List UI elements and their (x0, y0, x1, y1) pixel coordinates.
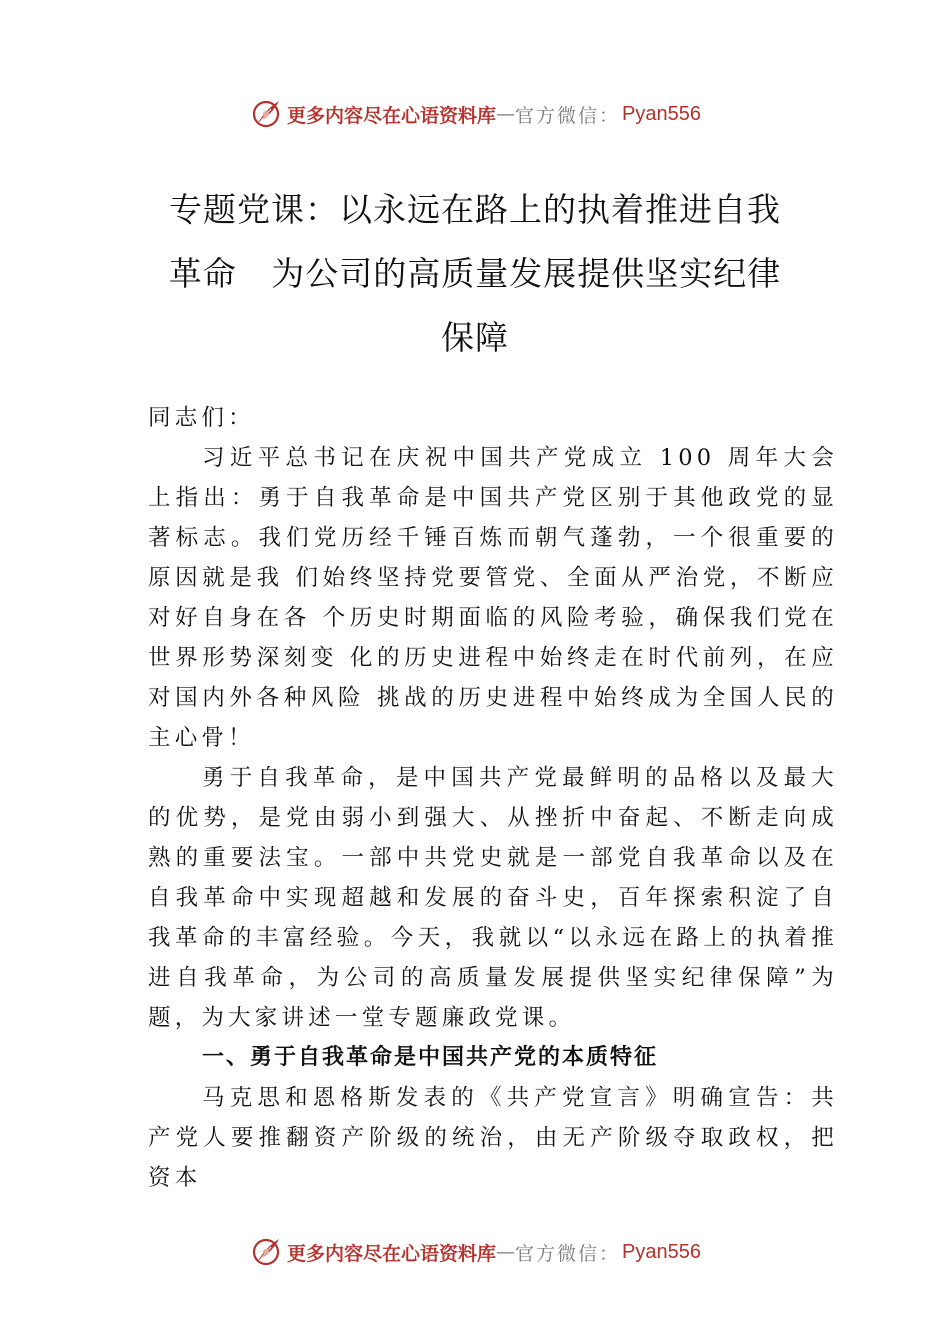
footer-watermark (0, 1232, 950, 1272)
watermark-label: 官方微信： (515, 1242, 621, 1265)
title-line-1: 专题党课：以永远在路上的执着推进自我 (169, 190, 781, 229)
watermark-separator: — (496, 1241, 516, 1263)
quill-logo-icon (249, 97, 283, 131)
paragraph-3: 马克思和恩格斯发表的《共产党宣言》明确宣告：共产党人要推翻资产阶级的统治，由无产阶级夺取政权，把资本 (148, 1085, 838, 1191)
title-line-2: 革命 为公司的高质量发展提供坚实纪律 (168, 254, 782, 293)
watermark-brand: 更多内容尽在心语资料库 (287, 104, 497, 127)
watermark-wechat-id: Pyan556 (622, 1240, 701, 1263)
paragraph-1: 习近平总书记在庆祝中国共产党成立 100 周年大会上指出：勇于自我革命是中国共产党区别于其他政党的显著标志。我们党历经千锤百炼而朝气蓬勃，一个很重要的原因就是我 们始终坚持党要管党、全面从严治党，不断应对好自身在各 个历史时期面临的风险考验，确保我们党在世界形势深刻变 化的历史进程中始终走在时代前列，在应对国内外各种风险 挑战的历史进程中始终成为全国人民的主心骨！ (148, 445, 838, 751)
salutation: 同志们： (148, 405, 255, 431)
header-watermark (0, 94, 950, 134)
title-line-3: 保障 (441, 318, 509, 357)
document-title (150, 178, 800, 370)
quill-logo-icon (249, 1235, 283, 1269)
document-body (148, 398, 838, 1198)
watermark-label: 官方微信： (515, 104, 621, 127)
watermark-separator: — (496, 103, 516, 125)
section-heading-1: 一、勇于自我革命是中国共产党的本质特征 (202, 1045, 659, 1070)
watermark-wechat-id: Pyan556 (622, 102, 701, 125)
paragraph-2: 勇于自我革命，是中国共产党最鲜明的品格以及最大的优势，是党由弱小到强大、从挫折中奋起、不断走向成熟的重要法宝。一部中共党史就是一部党自我革命以及在自我革命中实现超越和发展的奋斗史，百年探索积淀了自我革命的丰富经验。今天，我就以“以永远在路上的执着推进自我革命，为公司的高质量发展提供坚实纪律保障”为题，为大家讲述一堂专题廉政党课。 (148, 765, 838, 1031)
watermark-brand: 更多内容尽在心语资料库 (287, 1242, 497, 1265)
